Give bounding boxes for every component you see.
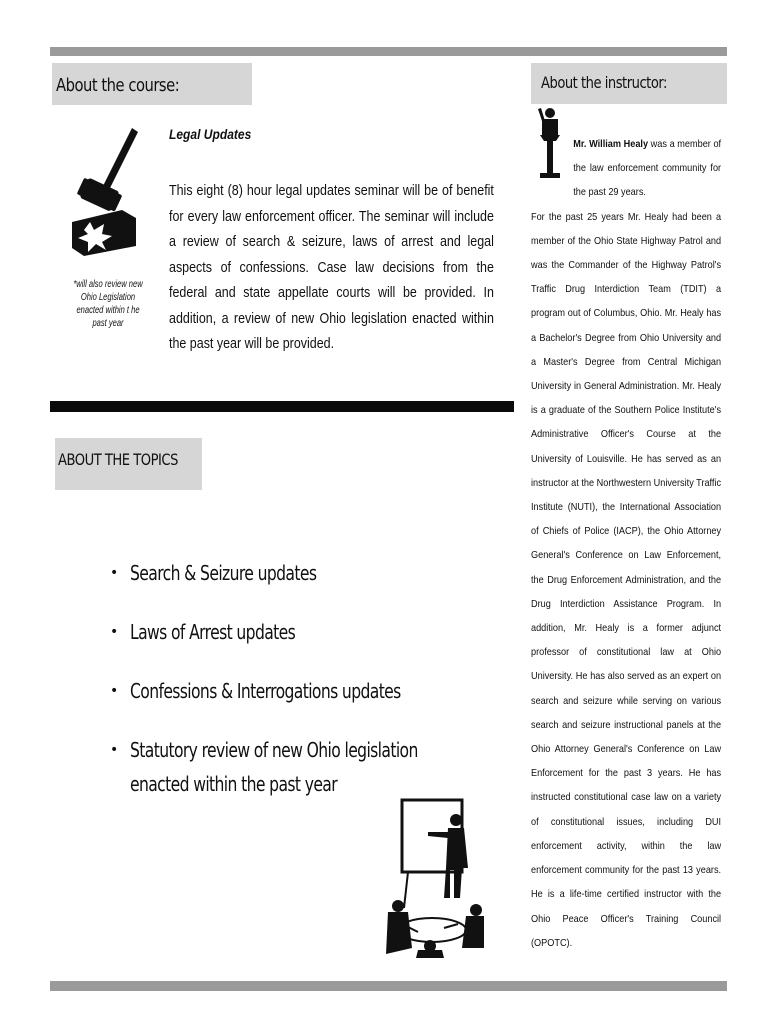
course-description: This eight (8) hour legal updates seminar will be of benefit for every law enforcement officer. The seminar will include a review of search & seizure, laws of arrest and legal aspects of confessions. Case law decisions from the federal and state appellate courts will be provided. In addition, a review of new Ohio legislation enacted within the past year will be provided.	[169, 183, 494, 352]
meeting-presentation-icon	[384, 798, 486, 958]
list-item: • Statutory review of new Ohio legislation enacted within the past year	[110, 733, 510, 801]
top-rule	[50, 47, 727, 56]
course-subtitle: Legal Updates	[169, 126, 252, 142]
instructor-name: Mr. William Healy	[573, 139, 649, 150]
list-item: • Laws of Arrest updates	[110, 615, 510, 649]
bullet-icon: •	[110, 624, 118, 640]
bullet-icon: •	[110, 742, 118, 758]
course-header-text: About the course:	[56, 75, 180, 96]
bottom-rule	[50, 981, 727, 991]
instructor-header	[531, 63, 727, 104]
list-item: • Search & Seizure updates	[110, 556, 510, 590]
topics-header-text: ABOUT THE TOPICS	[58, 450, 178, 469]
instructor-bio	[531, 133, 721, 956]
gavel-caption: *will also review new Ohio Legislation enacted within t he past year	[73, 278, 143, 329]
instructor-header-text: About the instructor:	[541, 73, 667, 92]
bullet-icon: •	[110, 683, 118, 699]
topics-list	[110, 556, 510, 826]
bio-body: For the past 25 years Mr. Healy had been a member of the Ohio State Highway Patrol and was the Commander of the Highway Patrol's Traffic Drug Interdiction Team (TDIT) a program out of Columbus, Ohio. Mr. Healy has a Bachelor's Degree from Ohio University and a Master's Degree from Central Michigan University in General Administration. Mr. Healy is a graduate of the Southern Police Institute's Administrative Officer's Course at the University of Louisville. He has served as an instructor at the Northwestern University Traffic Institute (NUTI), the International Association of Chiefs of Police (IACP), the Ohio Attorney General's Conference on Law Enforcement, the Drug Enforcement Administration, and the Drug Interdiction Assistance Program. In addition, Mr. Healy is a former adjunct professor of constitutional law at Ohio University. He has also served as an expert on search and seizure while serving on various search and seizure instructional panels at the Ohio Attorney General's Conference on Law Enforcement for the past 3 years. He has instructed constitutional case law on a variety of constitutional issues, including DUI enforcement activity, within the law enforcement community for the past 13 years. He is a life-time certified instructor with the Ohio Peace Officer's Training Council (OPOTC).	[531, 211, 722, 949]
gavel-icon	[70, 126, 140, 258]
topics-header	[55, 438, 202, 490]
course-header	[52, 63, 252, 105]
section-divider	[50, 401, 514, 412]
bio-intro: Mr. William Healy was a member of the law enforcement community for the past 29 years.	[573, 139, 722, 199]
list-item: • Confessions & Interrogations updates	[110, 674, 510, 708]
bullet-icon: •	[110, 565, 118, 581]
